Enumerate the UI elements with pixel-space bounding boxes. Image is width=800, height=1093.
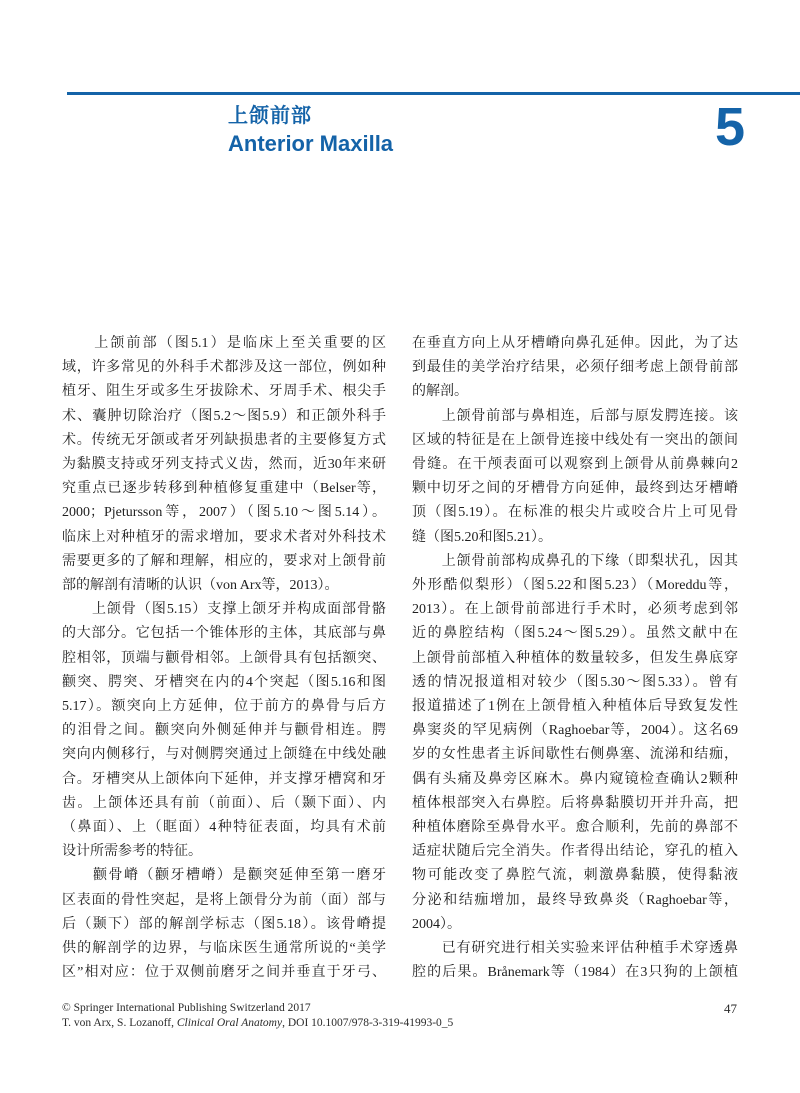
text-line: 的泪骨之间。颧突向外侧延伸并与颧骨相连。腭: [62, 723, 386, 739]
text-line: 区域的特征是在上颌骨连接中线处有一突出的颌间: [412, 432, 738, 448]
page-number: 47: [724, 1001, 737, 1016]
text-line: 顶（图5.19）。在标准的根尖片或咬合片上可见骨: [412, 505, 738, 521]
text-line: 近的鼻腔结构（图5.24～图5.29）。虽然文献中在: [412, 626, 738, 642]
text-line: 植体根部突入右鼻腔。后将鼻黏膜切开并升高，把: [412, 795, 738, 811]
text-line: 已有研究进行相关实验来评估种植手术穿透鼻: [412, 941, 738, 957]
text-line: 究重点已逐步转移到种植修复重建中（Belser等，: [62, 481, 386, 497]
text-line: 到最佳的美学治疗结果，必须仔细考虑上颌骨前部: [412, 360, 738, 376]
text-line: 颧骨嵴（颧牙槽嵴）是颧突延伸至第一磨牙: [62, 868, 386, 884]
text-line: 上颌骨前部构成鼻孔的下缘（即梨状孔，因其: [412, 553, 738, 569]
citation-line: [62, 1016, 453, 1031]
text-line: 设计所需参考的特征。: [62, 844, 202, 860]
text-line: 上颌骨前部与鼻相连，后部与原发腭连接。该: [412, 408, 738, 424]
text-line: 术。传统无牙颌或者牙列缺损患者的主要修复方式: [62, 432, 386, 448]
text-column-right: [412, 332, 738, 985]
text-line: （鼻面）、上（眶面）4种特征表面，均具有术前: [62, 820, 386, 836]
citation-authors: T. von Arx, S. Lozanoff,: [62, 1016, 177, 1029]
text-line: 报道描述了1例在上颌骨植入种植体后导致复发性: [412, 699, 738, 715]
text-line: 术、囊肿切除治疗（图5.2～图5.9）和正颌外科手: [62, 408, 386, 424]
text-line: 偶有头痛及鼻旁区麻木。鼻内窥镜检查确认2颗种: [412, 771, 738, 787]
text-line: 2004）。: [412, 916, 461, 932]
footer-imprint: [62, 1001, 453, 1030]
text-line: 突向内侧移行，与对侧腭突通过上颌缝在中线处融: [62, 747, 386, 763]
text-line: 腔相邻，顶端与颧骨相邻。上颌骨具有包括额突、: [62, 650, 386, 666]
text-line: 腔的后果。Brånemark等（1984）在3只狗的上颌植: [412, 965, 738, 981]
text-line: 植牙、阻生牙或多生牙拔除术、牙周手术、根尖手: [62, 384, 386, 400]
text-line: 骨缝。在干颅表面可以观察到上颌骨从前鼻棘向2: [412, 457, 738, 473]
text-line: 颗中切牙之间的牙槽骨方向延伸，最终到达牙槽嵴: [412, 481, 738, 497]
text-line: 上颌前部（图5.1）是临床上至关重要的区: [62, 336, 386, 351]
copyright-line: © Springer International Publishing Switzerland 2017: [62, 1002, 311, 1014]
text-line: 临床上对种植牙的需求增加，要求术者对外科技术: [62, 529, 386, 545]
text-line: 种植体磨除至鼻骨水平。愈合顺利，先前的鼻部不: [412, 820, 738, 836]
text-line: 分泌和结痂增加，最终导致鼻炎（Raghoebar等，: [412, 892, 738, 908]
text-line: 外形酷似梨形）（图5.22和图5.23）（Moreddu等，: [412, 578, 738, 594]
text-line: 部的解剖有清晰的认识（von Arx等，2013）。: [62, 578, 339, 594]
text-line: 为黏膜支持或牙列支持式义齿，然而，近30年来研: [62, 457, 386, 473]
citation-doi: , DOI 10.1007/978-3-319-41993-0_5: [282, 1016, 454, 1029]
text-line: 供的解剖学的边界，与临床医生通常所说的“美学: [62, 941, 386, 957]
text-line: 区”相对应：位于双侧前磨牙之间并垂直于牙弓、: [62, 965, 386, 981]
text-line: 域，许多常见的外科手术都涉及这一部位，例如种: [62, 360, 386, 376]
text-line: 上颌骨前部植入种植体的数量较多，但发生鼻底穿: [412, 650, 738, 666]
text-line: 物可能改变了鼻腔气流，刺激鼻黏膜，使得黏液: [412, 868, 738, 884]
text-line: 鼻窦炎的罕见病例（Raghoebar等，2004）。这名69: [412, 723, 738, 739]
chapter-header-rule: [67, 92, 800, 95]
text-line: 适症状随后完全消失。作者得出结论，穿孔的植入: [412, 844, 738, 860]
text-line: 需要更多的了解和理解，相应的，要求对上颌骨前: [62, 553, 386, 569]
text-line: 的解剖。: [412, 384, 468, 400]
text-line: 区表面的骨性突起，是将上颌骨分为前（面）部与: [62, 892, 386, 908]
text-column-left: [62, 332, 386, 985]
text-line: 5.17）。额突向上方延伸，位于前方的鼻骨与后方: [62, 699, 386, 715]
text-line: 合。牙槽突从上颌体向下延伸，并支撑牙槽窝和牙: [62, 771, 386, 787]
text-line: 缝（图5.20和图5.21）。: [412, 529, 552, 545]
citation-book-title: Clinical Oral Anatomy: [176, 1016, 283, 1029]
text-line: 齿。上颌体还具有前（前面）、后（颞下面）、内: [62, 795, 386, 811]
chapter-number: 5: [714, 97, 745, 157]
chapter-title-en: Anterior Maxilla: [228, 131, 394, 156]
text-line: 的大部分。它包括一个锥体形的主体，其底部与鼻: [62, 626, 386, 642]
chapter-title-zh: 上颌前部: [228, 105, 312, 127]
text-line: 透的情况报道相对较少（图5.30～图5.33）。曾有: [412, 674, 738, 690]
text-line: 在垂直方向上从牙槽嵴向鼻孔延伸。因此，为了达: [412, 336, 738, 351]
text-line: 2013）。在上颌骨前部进行手术时，必须考虑到邻: [412, 602, 738, 618]
text-line: 上颌骨（图5.15）支撑上颌牙并构成面部骨骼: [62, 602, 386, 618]
text-line: 2000；Pjetursson等，2007）（图5.10～图5.14）。: [62, 505, 386, 521]
text-line: 后（颞下）部的解剖学标志（图5.18）。该骨嵴提: [62, 916, 386, 932]
text-line: 颧突、腭突、牙槽突在内的4个突起（图5.16和图: [62, 674, 386, 690]
chapter-title-block: [228, 103, 393, 158]
text-line: 岁的女性患者主诉间歇性右侧鼻塞、流涕和结痂，: [412, 747, 738, 763]
